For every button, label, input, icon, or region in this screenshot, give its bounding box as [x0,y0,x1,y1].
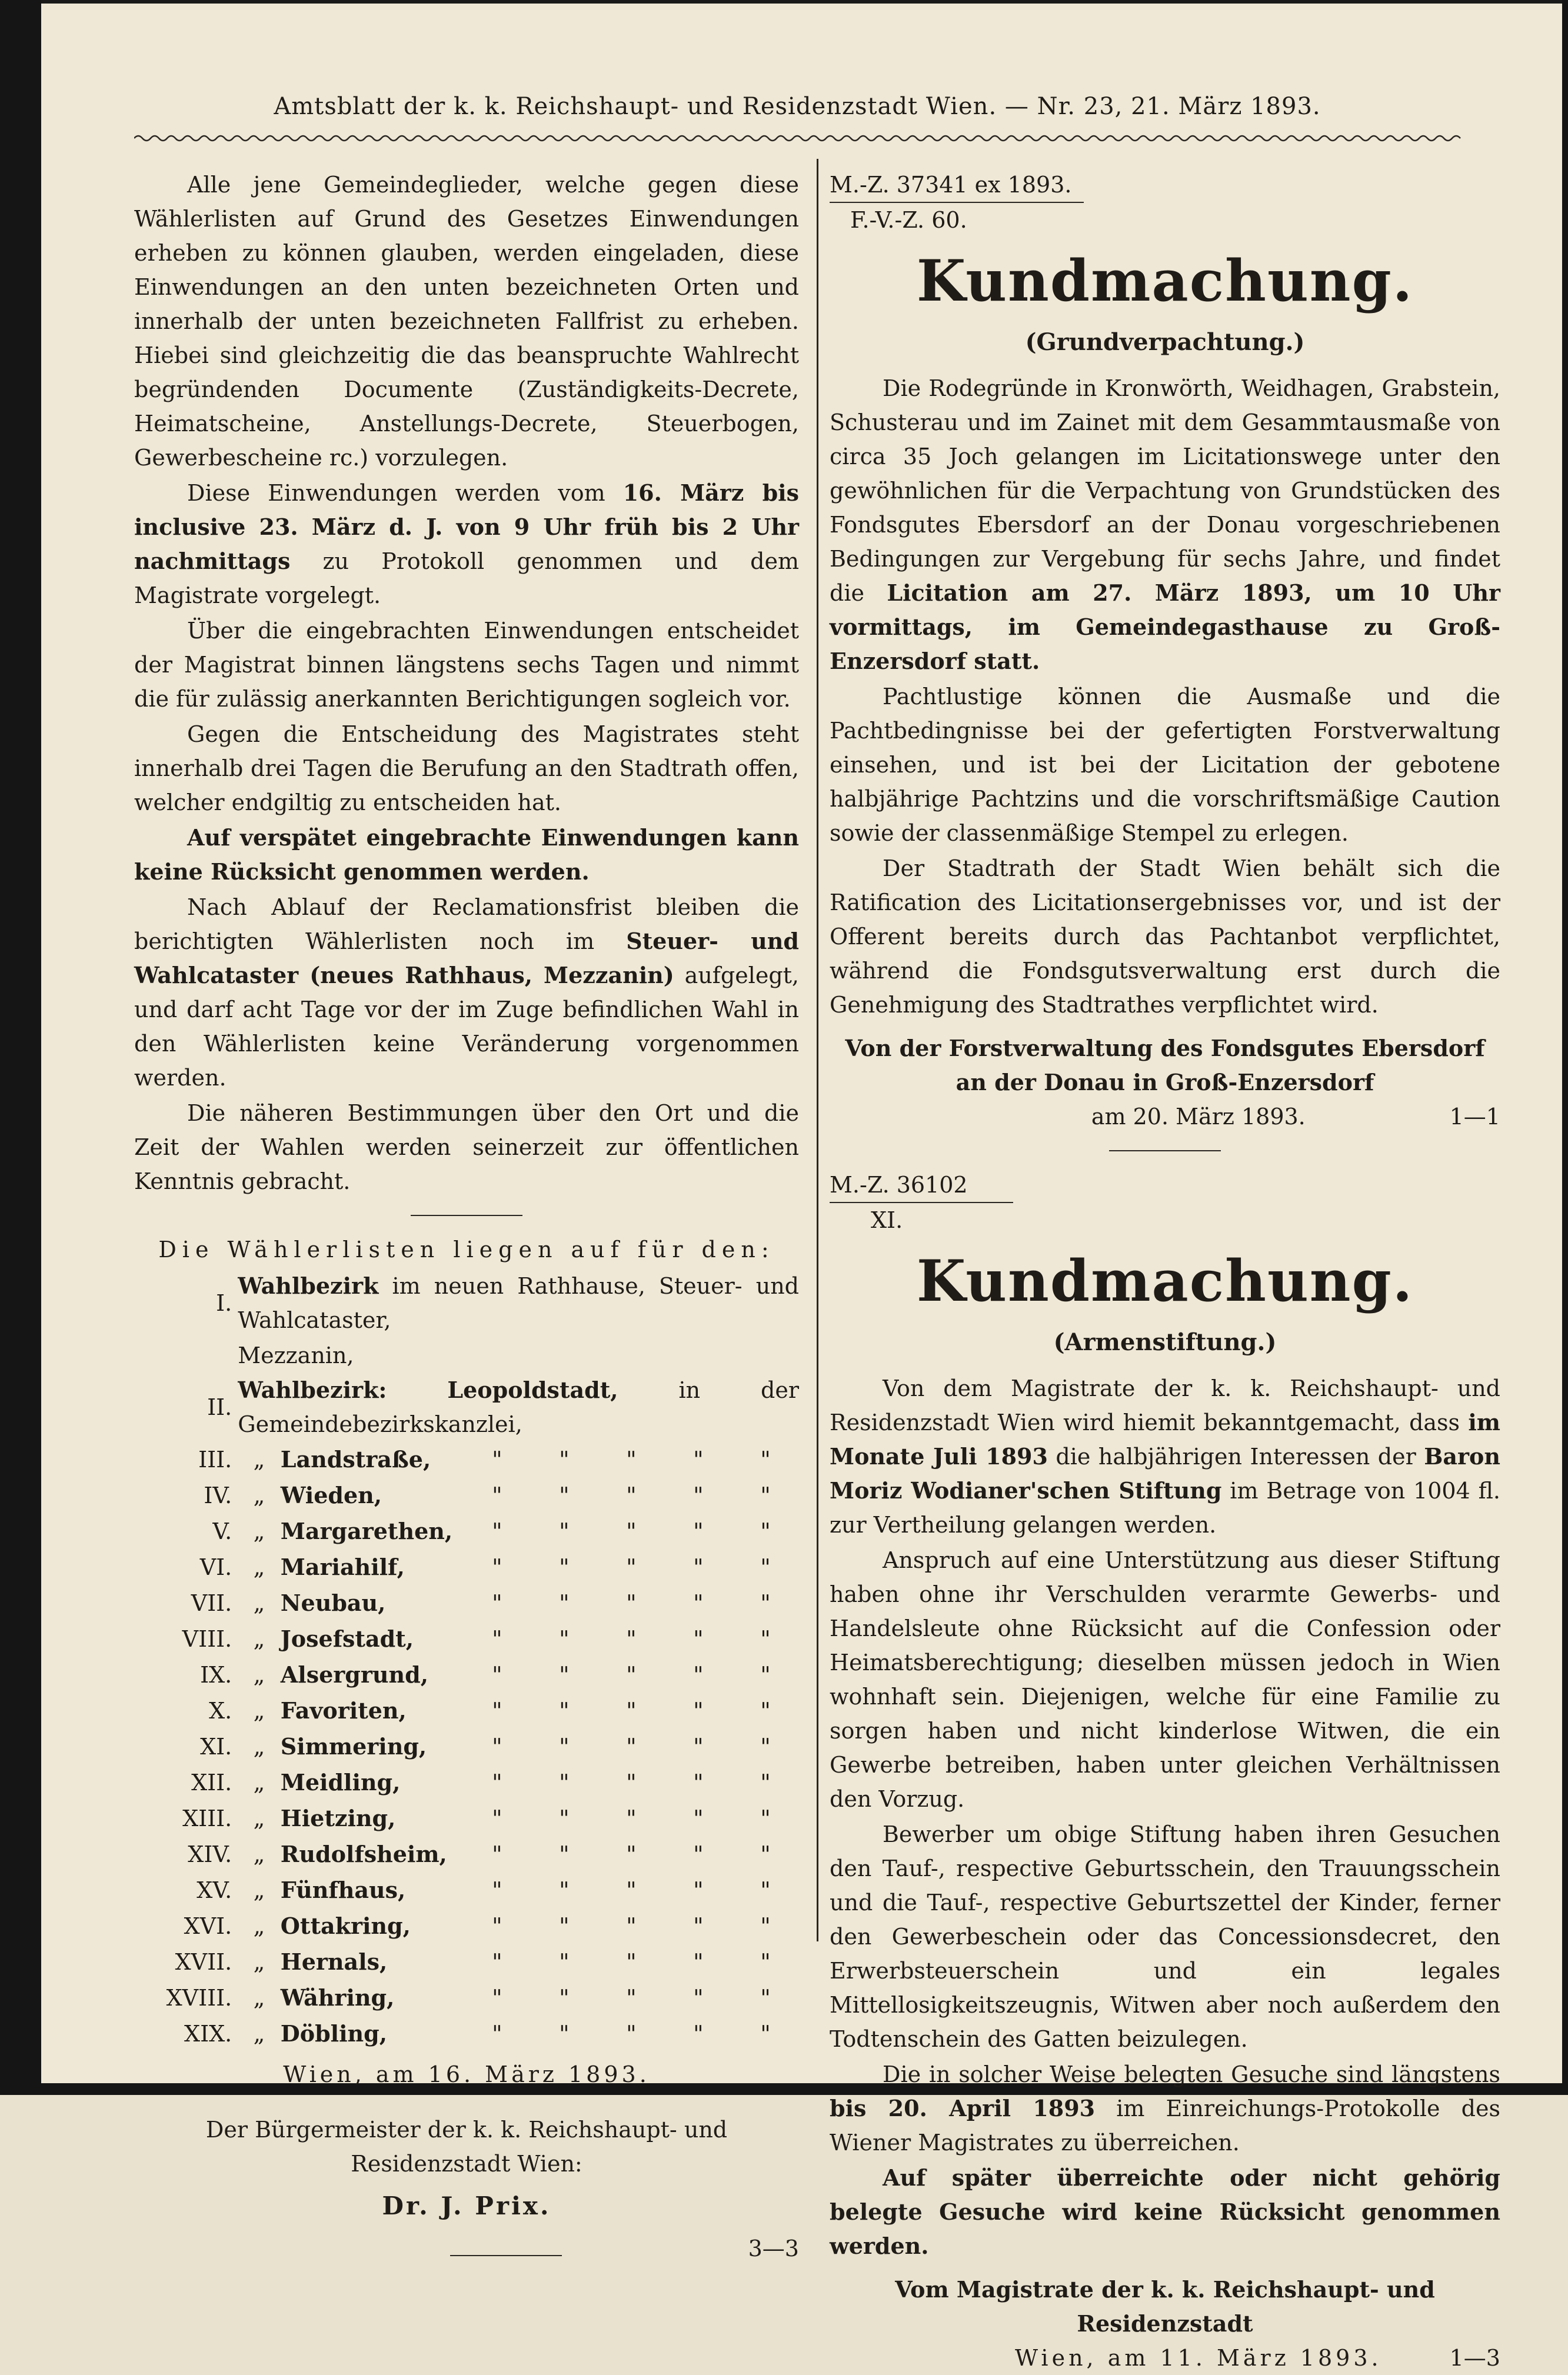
ditto-mark: " [760,1913,771,1939]
ditto-mark: „ [253,1625,265,1652]
ditto-mark: " [559,1841,570,1867]
ditto-mark: " [492,2020,502,2047]
ditto-mark: " [626,1697,637,1724]
bold-text: Baron Moriz Wodianer'schen Stiftung [830,1443,1500,1504]
short-rule [450,2255,562,2256]
ditto-mark: " [626,2020,637,2047]
paragraph-objections: Alle jene Gemeindeglieder, welche gegen diese Wählerlisten auf Grund des Gesetzes Einwendungen erheben zu können glauben, werden eingeladen, diese Einwendungen an den unten bezeichneten Orten und innerhalb der unten bezeichneten Fallfrist zu erheben. Hiebei sind gleichzeitig die das beanspruchte Wahlrecht begründenden Documente (Zuständigkeits-Decrete, Heimatscheine, Anstellungs-Decrete, Steuerbogen, Gewerbescheine rc.) vorzulegen. [134,172,799,471]
text: die halbjährigen Interessen der [1047,1444,1424,1470]
district-number: I. [216,1290,232,1316]
text: im Einreichungs-Protokolle des Wiener Magistrates zu überreichen. [830,2096,1500,2156]
notice-number: 1—1 [1449,1104,1500,1130]
ditto-mark: " [693,1482,704,1508]
district-name: Hietzing, [280,1804,396,1831]
district-name: Hernals, [280,1948,388,1975]
ditto-mark: " [693,1554,704,1580]
ditto-mark: „ [253,1805,265,1831]
left-signature: Dr. J. Prix. [382,2191,551,2220]
notice-date: Wien, am 11. März 1893. [1015,2345,1382,2371]
district-number: II. [207,1394,232,1420]
district-label: Wahlbezirk: [238,1377,387,1403]
scan-edge-right [1562,0,1568,2095]
ditto-mark: " [693,1948,704,1975]
reference-sub: XI. [871,1207,903,1233]
left-signatory: Der Bürgermeister der k. k. Reichshaupt- und Residenzstadt Wien: [205,2117,728,2177]
ditto-mark: „ [253,1769,265,1796]
ditto-mark: " [693,2020,704,2047]
ditto-mark: „ [253,1984,265,2011]
text: Von dem Magistrate der k. k. Reichshaupt- und Residenzstadt Wien wird hiemit bekanntgemacht, dass [830,1375,1500,1435]
ditto-mark: " [492,1554,502,1580]
notice-title: Kundmachung. [916,1248,1414,1314]
district-name: Mariahilf, [280,1553,405,1580]
district-number: XIX. [184,2020,232,2047]
ditto-mark: " [760,2020,771,2047]
ditto-mark: " [626,1661,637,1688]
district-row [134,1908,799,1944]
ditto-mark: " [492,1769,502,1796]
ditto-mark: " [760,1482,771,1508]
ditto-mark: " [492,1625,502,1652]
notice-date: am 20. März 1893. [1091,1104,1306,1130]
district-number: IV. [204,1482,232,1508]
paragraph-details: Die näheren Bestimmungen über den Ort und die Zeit der Wahlen werden seinerzeit zur öffentlichen Kenntnis gebracht. [134,1100,799,1194]
ditto-mark: " [760,1590,771,1616]
district-text [238,1373,799,1441]
ditto-mark: " [559,1554,570,1580]
reference-number: M.-Z. 37341 ex 1893. [830,168,1084,203]
ditto-mark: „ [253,1518,265,1544]
bold-text: Licitation am 27. März 1893, um 10 Uhr vormittags, im Gemeindegasthause zu Groß-Enzersdorf statt. [830,579,1500,674]
ditto-mark: " [492,1805,502,1831]
ditto-mark: " [760,1518,771,1544]
district-row [134,1373,799,1441]
ditto-mark: " [760,1769,771,1796]
ditto-mark: „ [253,1590,265,1616]
text: im Betrage von 1004 fl. zur Vertheilung gelangen werden. [830,1478,1500,1538]
district-name: Rudolfsheim, [280,1840,447,1867]
district-name: Landstraße, [280,1445,431,1473]
ditto-mark: " [693,1913,704,1939]
ditto-mark: " [760,1984,771,2011]
district-number: V. [212,1518,232,1544]
district-number: VI. [199,1554,232,1580]
district-row [134,1872,799,1908]
ditto-mark: " [559,1913,570,1939]
notice-grundverpachtung [830,168,1500,1134]
ditto-mark: " [492,1948,502,1975]
ditto-mark: " [492,1590,502,1616]
ditto-mark: " [492,1482,502,1508]
ditto-mark: " [626,1554,637,1580]
district-number: IX. [200,1661,232,1688]
ditto-mark: " [626,1948,637,1975]
district-table [134,1269,799,2051]
ditto-mark: " [559,1625,570,1652]
district-name: Fünfhaus, [280,1876,406,1903]
district-row [134,1693,799,1728]
reference-number: M.-Z. 36102 [830,1168,1013,1203]
district-number: VIII. [182,1625,232,1652]
paragraph-foundation [830,1371,1500,1542]
ditto-mark: „ [253,1733,265,1760]
ditto-mark: „ [253,1697,265,1724]
ditto-mark: „ [253,1446,265,1473]
district-number: XIII. [182,1805,232,1831]
district-name: Leopoldstadt, [447,1377,618,1403]
ditto-mark: " [626,1518,637,1544]
short-rule [1109,1150,1221,1151]
ditto-mark: " [693,1841,704,1867]
notice-number: 1—3 [1449,2345,1500,2371]
district-row [134,2016,799,2051]
district-location: im neuen Rathhause, Steuer- und Wahlcataster, [238,1273,799,1333]
district-row [134,1800,799,1836]
ditto-mark: " [492,1446,502,1473]
lists-heading: Die Wählerlisten liegen auf für den: [158,1237,775,1263]
paragraph-period [134,476,799,612]
notice-subtitle: (Grundverpachtung.) [1025,328,1305,356]
district-row [134,1513,799,1549]
ditto-mark: " [492,1913,502,1939]
ditto-mark: " [626,1482,637,1508]
district-name: Simmering, [280,1733,427,1760]
district-row [134,1477,799,1513]
district-name: Alsergrund, [280,1661,428,1688]
district-row [134,1836,799,1872]
ditto-mark: " [760,1697,771,1724]
ditto-mark: " [492,1661,502,1688]
left-column [134,168,799,2266]
notice-footer [830,2341,1500,2375]
ditto-mark: " [693,1733,704,1760]
district-number: XIV. [188,1841,232,1867]
district-text [238,1269,799,1337]
district-location: in der Gemeindebezirkskanzlei, [238,1377,799,1437]
ditto-mark: " [760,1625,771,1652]
ditto-mark: " [693,1446,704,1473]
paragraph-late-objections: Auf verspätet eingebrachte Einwendungen kann keine Rücksicht genommen werden. [134,824,799,885]
ditto-mark: " [626,1625,637,1652]
ditto-mark: " [693,1697,704,1724]
wavy-rule [134,132,1464,144]
ditto-mark: " [492,1877,502,1903]
district-name: Döbling, [280,2020,387,2047]
ditto-mark: " [693,1661,704,1688]
ditto-mark: " [760,1877,771,1903]
paragraph-conditions: Pachtlustige können die Ausmaße und die Pachtbedingnisse bei der gefertigten Forstverwaltung einsehen, und ist bei der Licitation der gebotene halbjährige Pachtzins und die vorschriftsmäßige Caution sowie der classenmäßige Stempel zu erlegen. [830,684,1500,846]
ditto-mark: " [559,1805,570,1831]
paragraph-lease [830,371,1500,678]
running-header: Amtsblatt der k. k. Reichshaupt- und Residenzstadt Wien. — Nr. 23, 21. März 1893. [274,93,1321,120]
ditto-mark: " [559,1984,570,2011]
district-number: VII. [191,1590,232,1616]
ditto-mark: " [559,1697,570,1724]
district-number: III. [198,1446,232,1473]
ditto-mark: " [626,1446,637,1473]
ditto-mark: „ [253,1913,265,1939]
text: Die Rodegründe in Kronwörth, Weidhagen, Grabstein, Schusterau und im Zainet mit dem Gesammtausmaße von circa 35 Joch gelangen im Licitationswege unter den gewöhnlichen für die Verpachtung von Grundstücken des Fondsgutes Ebersdorf an der Donau vorgeschriebenen Bedingungen zur Vergebung für sechs Jahre, und findet die [830,375,1500,606]
district-name: Favoriten, [280,1697,407,1724]
district-row [134,1621,799,1657]
bold-text: 16. März bis inclusive 23. März d. J. von 9 Uhr früh bis 2 Uhr nachmittags [134,479,799,574]
paragraph-late-applications: Auf später überreichte oder nicht gehörig belegte Gesuche wird keine Rücksicht genommen werden. [830,2164,1500,2259]
ditto-mark: " [693,1590,704,1616]
district-name: Währing, [280,1984,395,2011]
ditto-mark: " [693,1518,704,1544]
district-row [134,1441,799,1477]
ditto-mark: " [626,1913,637,1939]
reference-sub: F.-V.-Z. 60. [850,207,967,233]
district-name: Ottakring, [280,1912,411,1939]
ditto-mark: " [492,1733,502,1760]
district-row [134,1269,799,1337]
ditto-mark: " [492,1697,502,1724]
notice-authority: Von der Forstverwaltung des Fondsgutes Ebersdorf an der Donau in Groß-Enzersdorf [845,1035,1485,1095]
bold-text: im Monate Juli 1893 [830,1409,1500,1470]
ditto-mark: " [626,1877,637,1903]
ditto-mark: " [760,1661,771,1688]
ditto-mark: " [693,1769,704,1796]
ditto-mark: „ [253,1554,265,1580]
district-name: Meidling, [280,1768,401,1796]
scan-edge-left [0,0,41,2095]
ditto-mark: " [559,1446,570,1473]
ditto-mark: " [492,1518,502,1544]
district-number: XVII. [175,1948,232,1975]
short-rule [411,1215,522,1216]
ditto-mark: " [626,1841,637,1867]
spacer [830,2264,1500,2273]
text: zu Protokoll genommen und dem Magistrate vorgelegt. [134,548,799,608]
text: aufgelegt, und darf acht Tage vor der im Zuge befindlichen Wahl in den Wählerlisten keine Veränderung vorgenommen werden. [134,962,799,1091]
ditto-mark: " [693,1805,704,1831]
ditto-mark: " [760,1554,771,1580]
ditto-mark: " [626,1733,637,1760]
notice-title: Kundmachung. [916,248,1414,314]
district-number: XI. [200,1733,232,1760]
ditto-mark: " [559,1769,570,1796]
notice-subtitle: (Armenstiftung.) [1053,1328,1277,1356]
district-row [134,1728,799,1764]
ditto-mark: „ [253,1877,265,1903]
ditto-mark: " [559,1518,570,1544]
district-label: Wahlbezirk [238,1273,379,1299]
district-row [134,1549,799,1585]
ditto-mark: " [760,1948,771,1975]
ditto-mark: " [693,1984,704,2011]
ditto-mark: " [559,2020,570,2047]
notice-number: 3—3 [748,2236,799,2261]
ditto-mark: " [760,1805,771,1831]
ditto-mark: " [693,1625,704,1652]
ditto-mark: „ [253,1661,265,1688]
notice-armenstiftung [830,1168,1500,2375]
ditto-mark: " [559,1733,570,1760]
ditto-mark: " [626,1805,637,1831]
ditto-mark: „ [253,1482,265,1508]
district-row [134,1657,799,1693]
ditto-mark: " [559,1877,570,1903]
text: Diese Einwendungen werden vom [187,480,623,506]
notice-authority: Vom Magistrate der k. k. Reichshaupt- und Residenzstadt [895,2276,1435,2337]
district-location-cont: Mezzanin, [238,1342,354,1368]
ditto-mark: " [760,1733,771,1760]
district-row [134,1764,799,1800]
paragraph-appeal: Gegen die Entscheidung des Magistrates steht innerhalb drei Tagen die Berufung an den Stadtrath offen, welcher endgiltig zu entscheiden hat. [134,721,799,815]
text: Die in solcher Weise belegten Gesuche sind längstens [883,2061,1500,2087]
paragraph-eligibility: Anspruch auf eine Unterstützung aus dieser Stiftung haben ohne ihr Verschulden verarmte Gewerbs- und Handelsleute ohne Rücksicht auf die Confession oder Heimatsberechtigung; dieselben müssen jedoch in Wien wohnhaft sein. Diejenigen, welche für eine Familie zu sorgen haben und nicht kinderlose Witwen, die ein Gewerbe betreiben, haben unter gleichen Verhältnissen den Vorzug. [830,1547,1500,1812]
district-name: Josefstadt, [280,1625,414,1652]
ditto-mark: " [693,1877,704,1903]
district-name: Margarethen, [280,1517,453,1544]
notice-footer [830,1100,1500,1134]
bold-text: Steuer- und Wahlcataster (neues Rathhaus, Mezzanin) [134,928,800,988]
paragraph-decision: Über die eingebrachten Einwendungen entscheidet der Magistrat binnen längstens sechs Tagen und nimmt die für zulässig anerkannten Berichtigungen sogleich vor. [134,618,799,712]
paragraph-reclamation [134,890,799,1095]
ditto-mark: " [626,1769,637,1796]
ditto-mark: " [559,1482,570,1508]
text: Nach Ablauf der Reclamationsfrist bleiben die berichtigten Wählerlisten noch im [134,894,799,954]
paragraph-ratification: Der Stadtrath der Stadt Wien behält sich die Ratification des Licitationsergebnisses vor, und ist der Offerent bereits durch das Pachtanbot verpflichtet, während die Fondsgutsverwaltung erst durch die Genehmigung des Stadtrathes verpflichtet wird. [830,855,1500,1018]
district-number: XVIII. [166,1984,232,2011]
right-column [830,168,1500,2375]
district-row [134,1585,799,1621]
ditto-mark: " [626,1590,637,1616]
ditto-mark: " [760,1446,771,1473]
ditto-mark: " [626,1984,637,2011]
ditto-mark: " [492,1984,502,2011]
district-name: Wieden, [280,1481,382,1508]
district-name: Neubau, [280,1589,386,1616]
spacer [134,2091,799,2113]
ditto-mark: " [559,1590,570,1616]
bold-text: bis 20. April 1893 [830,2095,1096,2121]
spacer [830,1023,1500,1031]
district-row [134,1980,799,2016]
district-number: X. [209,1697,232,1724]
ditto-mark: " [559,1948,570,1975]
paragraph-deadline [830,2057,1500,2160]
column-divider [817,159,818,1941]
district-number: XII. [191,1769,232,1796]
ditto-mark: „ [253,1948,265,1975]
ditto-mark: " [559,1661,570,1688]
district-row [134,1944,799,1980]
district-row [134,1337,799,1373]
ditto-mark: " [492,1841,502,1867]
district-number: XVI. [184,1913,232,1939]
ditto-mark: „ [253,1841,265,1867]
ditto-mark: „ [253,2020,265,2047]
paragraph-documents: Bewerber um obige Stiftung haben ihren Gesuchen den Tauf-, respective Geburtsschein, den Trauungsschein und die Tauf-, respective Geburtszettel der Kinder, ferner den Gewerbeschein oder das Concessionsdecret, den Erwerbsteuerschein und ein legales Mittellosigkeitszeugnis, Witwen aber noch außerdem den Todtenschein des Gatten beizulegen. [830,1821,1500,2052]
left-date: Wien, am 16. März 1893. [283,2061,650,2087]
district-number: XV. [197,1877,232,1903]
ditto-mark: " [760,1841,771,1867]
left-footer [134,2231,799,2266]
